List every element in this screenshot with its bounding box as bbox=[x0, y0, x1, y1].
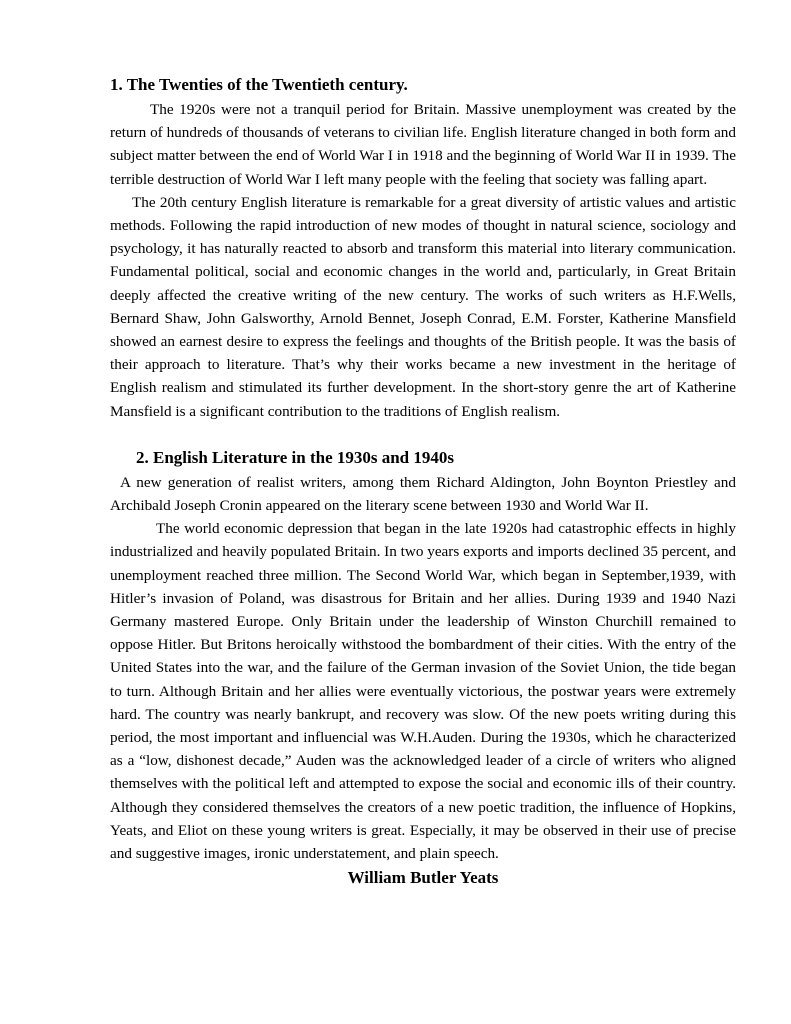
section-1-heading: 1. The Twenties of the Twentieth century. bbox=[110, 75, 408, 94]
section-1-paragraph-2: The 20th century English literature is remarkable for a great diversity of artistic values and artistic methods. Following the rapid introduction of new modes of thought in natural science, sociology and psychology, it has naturally reacted to absorb and transform this material into literary communication. Fundamental political, social and economic changes in the world and, particularly, in Great Britain deeply affected the creative writing of the new century. The works of such writers as H.F.Wells, Bernard Shaw, John Galsworthy, Arnold Bennet, Joseph Conrad, E.M. Forster, Katherine Mansfield showed an earnest desire to express the feelings and thoughts of the British people. It was the basis of their approach to literature. That’s why their works became a new investment in the heritage of English realism and stimulated its further development. In the short-story genre the art of Katherine Mansfield is a significant contribution to the traditions of English realism. bbox=[110, 193, 736, 420]
section-spacer bbox=[110, 423, 736, 447]
section-2-heading: 2. English Literature in the 1930s and 1940s bbox=[136, 447, 455, 467]
document-page bbox=[110, 74, 736, 889]
section-2-paragraph-2: The world economic depression that began in the late 1920s had catastrophic effects in highly industrialized and heavily populated Britain. In two years exports and imports declined 35 percent, and unemployment reached three million. The Second World War, which began in September,1939, with Hitler’s invasion of Poland, was disastrous for Britain and her allies. During 1939 and 1940 Nazi Germany mastered Europe. Only Britain under the leadership of Winston Churchill remained to oppose Hitler. But Britons heroically withstood the bombardment of their cities. With the entry of the United States into the war, and the failure of the German invasion of the Soviet Union, the tide began to turn. Although Britain and her allies were eventually victorious, the postwar years were extremely hard. The country was nearly bankrupt, and recovery was slow. Of the new poets writing during this period, the most important and influencial was W.H.Auden. During the 1930s, which he characterized as a “low, dishonest decade,” Auden was the acknowledged leader of a circle of writers who aligned themselves with the political left and attempted to expose the social and economic ills of their country. Although they considered themselves the creators of a new poetic tradition, the influence of Hopkins, Yeats, and Eliot on these young writers is great. Especially, it may be observed in their use of precise and suggestive images, ironic understatement, and plain speech. bbox=[110, 520, 736, 863]
section-2-paragraph-1: A new generation of realist writers, among them Richard Aldington, John Boynton Priestley and Archibald Joseph Cronin appeared on the literary scene between 1930 and World War II. bbox=[110, 473, 736, 515]
section-1-paragraph-1: The 1920s were not a tranquil period for Britain. Massive unemployment was created by the return of hundreds of thousands of veterans to civilian life. English literature changed in both form and subject matter between the end of World War I in 1918 and the beginning of World War II in 1939. The terrible destruction of World War I left many people with the feeling that society was falling apart. bbox=[110, 101, 736, 188]
section-3-heading: William Butler Yeats bbox=[347, 868, 499, 888]
